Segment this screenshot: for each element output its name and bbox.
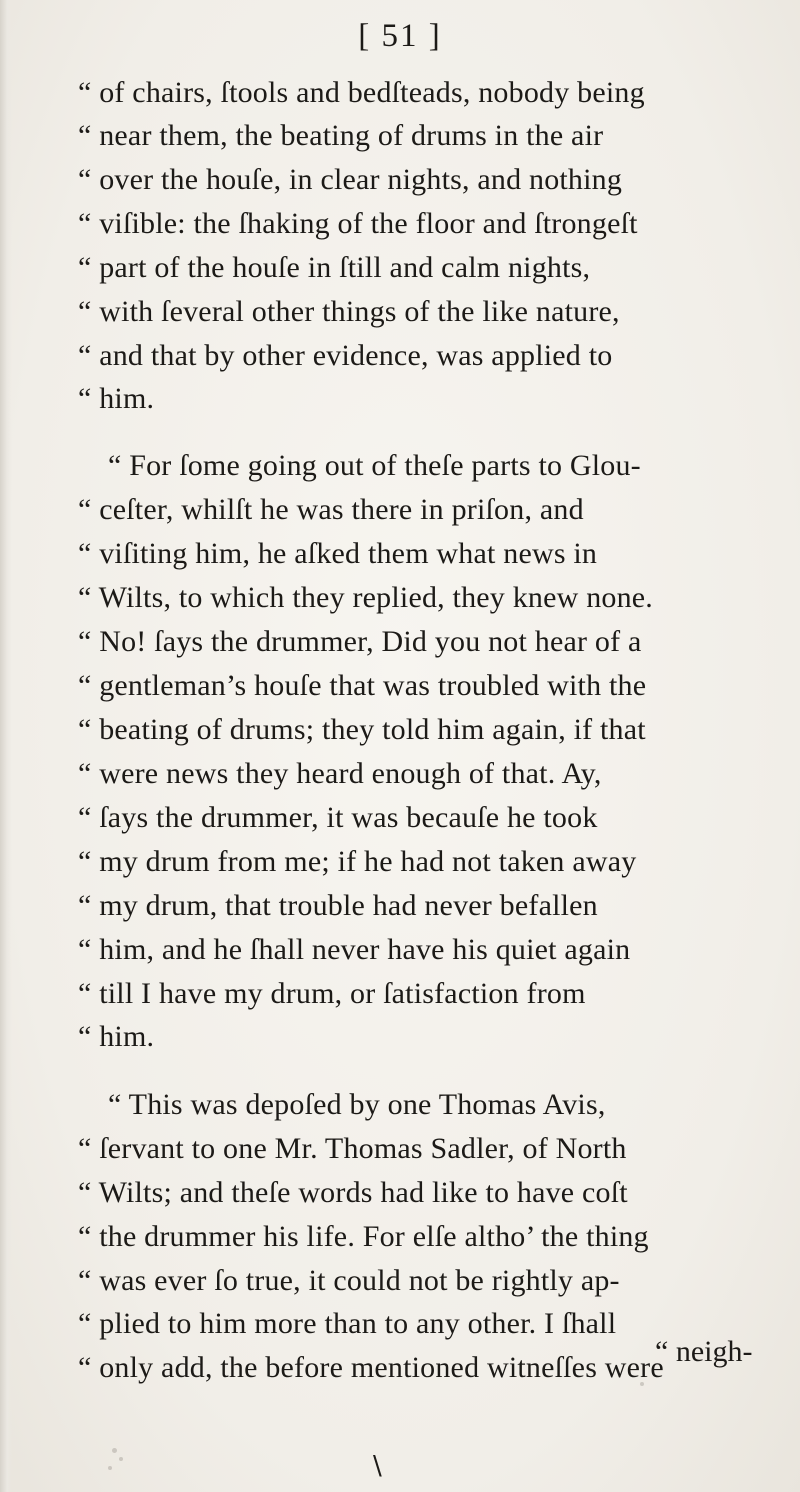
text-line: “ the drummer his life. For elſe altho’ the thing: [78, 1220, 649, 1253]
text-line: “ part of the houſe in ſtill and calm nights,: [78, 251, 591, 284]
text-line: “ him.: [78, 382, 155, 415]
text-line: “ ſays the drummer, it was becauſe he took: [78, 801, 598, 834]
text-line: “ Wilts; and theſe words had like to have coſt: [78, 1176, 628, 1209]
text-line: “ was ever ſo true, it could not be rightly ap-: [78, 1264, 620, 1297]
text-line: “ only add, the before mentioned witneſſes were: [78, 1351, 664, 1384]
text-line: “ For ſome going out of theſe parts to Glou-: [108, 449, 641, 482]
text-line: “ my drum from me; if he had not taken away: [78, 845, 637, 878]
text-line: “ over the houſe, in clear nights, and nothing: [78, 163, 623, 196]
text-line: “ my drum, that trouble had never befallen: [78, 889, 598, 922]
text-line: “ of chairs, ſtools and bedſteads, nobody being: [78, 76, 645, 109]
text-line: “ him.: [78, 1020, 155, 1053]
paper-speck: [119, 1457, 123, 1461]
paper-speck: [108, 1466, 112, 1470]
text-line: “ viſible: the ſhaking of the floor and ſtrongeſt: [78, 207, 638, 240]
text-line: “ were news they heard enough of that. Ay,: [78, 757, 602, 790]
text-line: “ with ſeveral other things of the like nature,: [78, 295, 620, 328]
page-number: [ 51 ]: [358, 18, 442, 54]
text-line: “ beating of drums; they told him again, if that: [78, 713, 646, 746]
text-line: “ Wilts, to which they replied, they knew none.: [78, 581, 654, 614]
page-gutter-shadow: [0, 0, 12, 1492]
text-line: “ gentleman’s houſe that was troubled with the: [78, 669, 647, 702]
text-line: “ him, and he ſhall never have his quiet again: [78, 933, 631, 966]
text-line: “ This was depoſed by one Thomas Avis,: [108, 1088, 606, 1121]
text-line: “ ceſter, whilſt he was there in priſon, and: [78, 493, 584, 526]
catchword: “ neigh-: [655, 1335, 753, 1368]
text-line: “ near them, the beating of drums in the air: [78, 119, 604, 152]
paper-speck: [640, 1382, 644, 1386]
text-line: “ No! ſays the drummer, Did you not hear of a: [78, 625, 642, 658]
text-line: “ plied to him more than to any other. I ſhall: [78, 1307, 617, 1340]
text-line: “ and that by other evidence, was applied to: [78, 339, 613, 372]
paper-speck: [112, 1448, 117, 1453]
text-line: “ till I have my drum, or ſatisfaction from: [78, 977, 586, 1010]
text-line: “ viſiting him, he aſked them what news in: [78, 537, 598, 570]
printer-mark: ∖: [368, 1452, 385, 1481]
text-line: “ ſervant to one Mr. Thomas Sadler, of North: [78, 1132, 627, 1165]
